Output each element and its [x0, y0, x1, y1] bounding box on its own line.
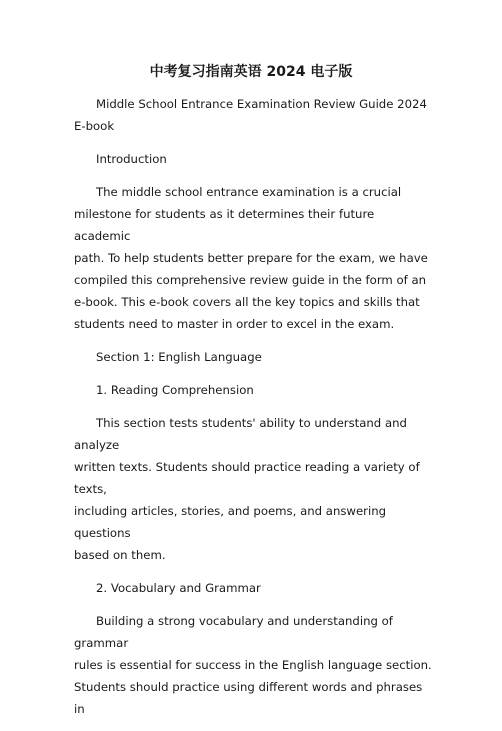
reading-comprehension-paragraph: This section tests students' ability to understand and analyze written texts. Students should practice reading a variety of texts, including articles, stories, and poems, and answering questions based on them.	[74, 416, 420, 562]
subtitle-paragraph: Middle School Entrance Examination Review Guide 2024 E-book	[74, 97, 427, 133]
introduction-heading: Introduction	[96, 152, 167, 166]
reading-comprehension-heading: 1. Reading Comprehension	[96, 383, 254, 397]
vocabulary-grammar-paragraph: Building a strong vocabulary and understanding of grammar rules is essential for success in the English language section. Students should practice using different words and phrases in	[74, 614, 432, 716]
introduction-paragraph: The middle school entrance examination is a crucial milestone for students as it determines their future academic path. To help students better prepare for the exam, we have compiled this comprehensive review guide in the form of an e-book. This e-book covers all the key topics and skills that students need to master in order to excel in the exam.	[74, 185, 428, 331]
document-title: 中考复习指南英语 2024 电子版	[149, 64, 353, 80]
section-1-heading: Section 1: English Language	[96, 350, 262, 364]
vocabulary-grammar-heading: 2. Vocabulary and Grammar	[96, 581, 261, 595]
document-body	[74, 93, 432, 731]
